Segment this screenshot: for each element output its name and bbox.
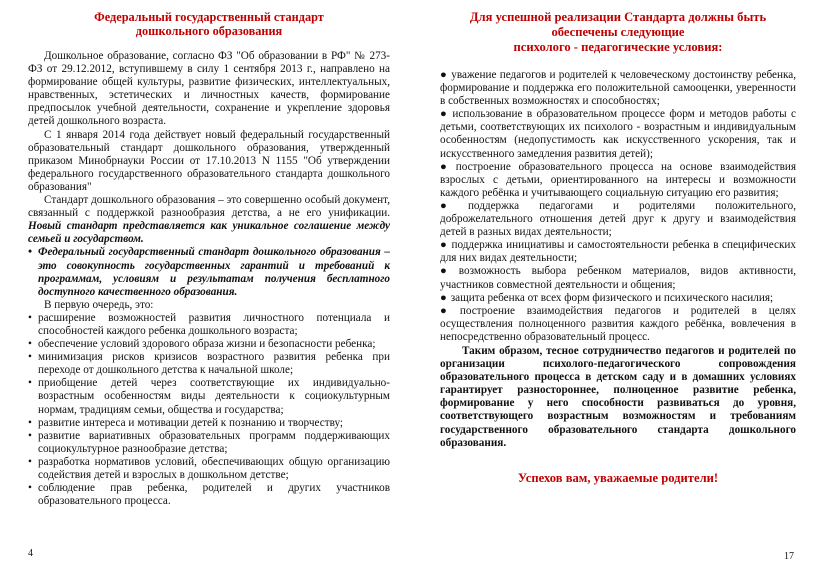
list-item: • приобщение детей через соответствующие их индивидуально-возрастным особенностям виды деятельности к социокультурным нормам, традициям семьи, общества и государства; (28, 377, 390, 416)
list-item (440, 292, 796, 305)
list-item: • разработка нормативов условий, обеспечивающих общую организацию содействия детей и взрослых в дошкольном детстве; (28, 456, 390, 482)
list-item-text: уважение педагогов и родителей к человеческому достоинству ребенка, формирование и поддержка его положительной самооценки, уверенности в собственных возможностях и способностях; (440, 69, 796, 108)
bullet-icon: ● (440, 291, 447, 304)
list-item-text: возможность выбора ребенком материалов, видов активности, участников совместной деятельности и общения; (440, 265, 796, 291)
standard-description-paragraph (28, 194, 390, 246)
bullet-icon: ● (440, 199, 464, 212)
right-title-line1: Для успешной реализации Стандарта должны быть (469, 10, 767, 24)
left-page-number: 4 (28, 548, 33, 559)
list-item-text: построение взаимодействия педагогов и родителей в целях осуществления полноценного развития каждого ребёнка, вовлечения в непосредственно образовательный процесс. (440, 304, 797, 343)
list-item: • развитие интереса и мотивации детей к познанию и творчеству; (28, 417, 390, 430)
right-page-number: 17 (784, 551, 794, 562)
definition-item: • Федеральный государственный стандарт дошкольного образования – это совокупность государственных гарантий и требований к программам, условиям и результатам получения бесплатного доступного качественного образования. (28, 246, 390, 298)
list-item (440, 239, 796, 265)
list-item-text: поддержка инициативы и самостоятельности ребенка в специфических для них видах деятельности; (440, 239, 796, 265)
right-title-line3: психолого - педагогические условия: (513, 40, 723, 54)
bullet-icon: ● (440, 265, 455, 278)
bullet-icon: ● (440, 160, 452, 173)
standard-agreement-text: Новый стандарт представляется как уникальное соглашение между семьей и государством. (28, 220, 390, 246)
list-item-text: поддержка педагогами и родителями положительного, доброжелательного отношения детей друг к другу и взаимодействия детей в разных видах деятельности; (440, 199, 796, 239)
right-title-line2: обеспечены следующие (551, 25, 685, 39)
first-priority-label: В первую очередь, это: (44, 298, 154, 311)
list-item: • минимизация рисков кризисов возрастного развития ребенка при переходе от дошкольного детства к начальной школе; (28, 351, 390, 377)
list-item: • обеспечение условий здорового образа жизни и безопасности ребенка; (28, 338, 390, 351)
conditions-list (440, 69, 796, 344)
bullet-icon: ● (440, 108, 449, 121)
left-page (28, 10, 390, 508)
definition-list (28, 246, 390, 298)
standard-description-text: Стандарт дошкольного образования – это совершенно особый документ, связанный с поддержкой разнообразия детства, а не его унификации. (28, 194, 390, 220)
list-item-text: построение образовательного процесса на основе взаимодействия взрослых с детьми, ориентированного на интересы и возможности каждого ребёнка и учитывающего социальную ситуацию его развития; (440, 160, 796, 199)
intro-paragraph: Дошкольное образование, согласно ФЗ "Об образовании в РФ" № 273-ФЗ от 29.12.2012, вступившему в силу 1 сентября 2013 г., направлено на формирование общей культуры, развитие физических, интеллектуальных, нравственных, эстетических и личностных качеств, формирование предпосылок учебной деятельности, сохранение и укрепление здоровья детей дошкольного возраста. (28, 50, 390, 128)
list-item: • расширение возможностей развития личностного потенциала и способностей каждого ребенка дошкольного возраста; (28, 312, 390, 338)
left-title (28, 10, 390, 38)
list-item (440, 265, 796, 291)
right-title (440, 10, 796, 55)
closing-paragraph: Таким образом, тесное сотрудничество педагогов и родителей по организации психолого-педагогического сопровождения образовательного процесса в детском саду и в домашних условиях гарантирует разностороннее, полноценное развитие ребенка, формирование у него способности развиваться до уровня, соответствующего возрастным возможностям и требованиям государственного образовательного стандарта дошкольного образования. (440, 344, 796, 449)
bullet-icon: ● (440, 239, 448, 252)
list-item (440, 69, 796, 108)
list-item (440, 108, 796, 160)
list-item: • развитие вариативных образовательных программ поддерживающих социокультурное разнообразие детства; (28, 430, 390, 456)
standard-paragraph: С 1 января 2014 года действует новый федеральный государственный образовательный стандарт дошкольного образования, утвержденный приказом Минобрнауки России от 17.10.2013 N 1155 "Об утверждении федерального государственного образовательного стандарта дошкольного образования" (28, 128, 390, 193)
list-item-text: защита ребенка от всех форм физического и психического насилия; (450, 291, 774, 304)
left-title-line1: Федеральный государственный стандарт (94, 10, 324, 24)
left-title-line2: дошкольного образования (135, 24, 283, 38)
list-item (440, 161, 796, 200)
list-item-text: использование в образовательном процессе форм и методов работы с детьми, соответствующих их психолого - возрастным и индивидуальным особенностям (недопустимость как искусственного ускорения, так и искусственного замедления развития детей); (440, 108, 796, 160)
bullet-icon: ● (440, 69, 448, 81)
bullet-icon: ● (440, 304, 456, 317)
closing-wish: Успехов вам, уважаемые родители! (517, 470, 719, 485)
right-page (440, 10, 796, 485)
list-item: • соблюдение прав ребенка, родителей и других участников образовательного процесса. (28, 482, 390, 508)
priorities-list (28, 312, 390, 508)
list-item (440, 200, 796, 239)
list-item (440, 305, 796, 344)
